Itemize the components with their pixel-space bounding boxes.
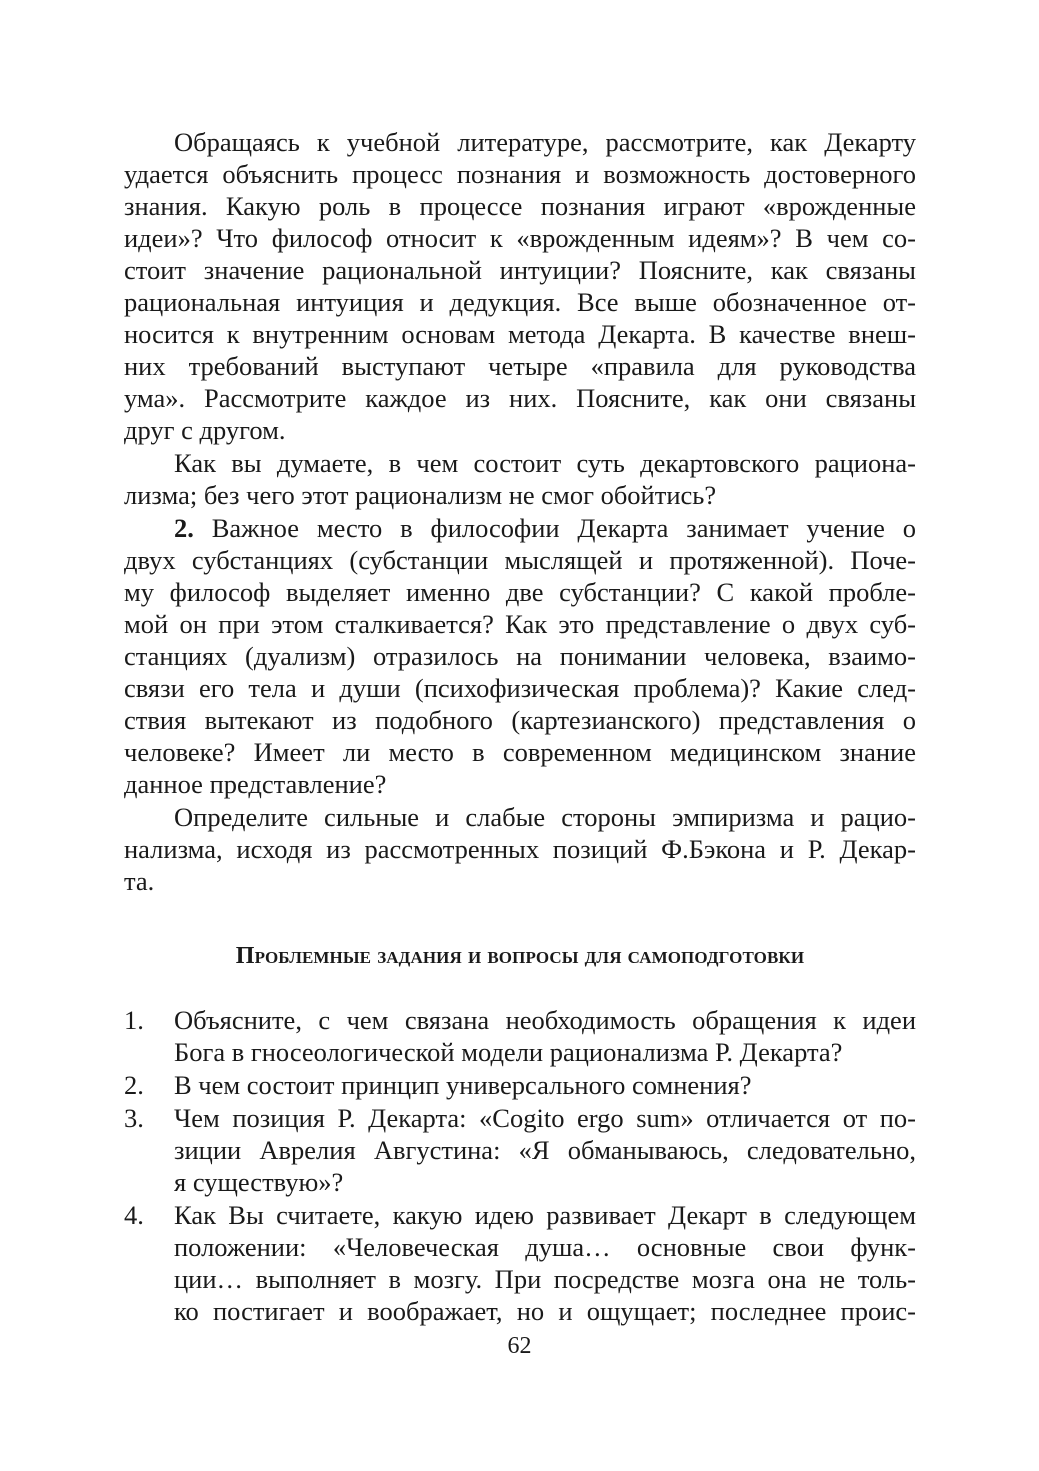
paragraph-line: ума». Рассмотрите каждое из них. Поясните, как они связаны xyxy=(124,383,916,413)
paragraph-line: знания. Какую роль в процессе познания играют «врожденные xyxy=(124,191,916,221)
paragraph-line: друг с другом. xyxy=(124,415,286,445)
paragraph-line: стоит значение рациональной интуиции? Поясните, как связаны xyxy=(124,255,916,285)
paragraph-line: носится к внутренним основам метода Декарта. В качестве внеш- xyxy=(124,319,916,349)
paragraph-1 xyxy=(124,126,916,446)
list-item xyxy=(124,1102,916,1198)
list-item-line: Объясните, с чем связана необходимость обращения к идеи xyxy=(174,1005,916,1035)
list-item-line: В чем состоит принцип универсального сомнения? xyxy=(174,1070,752,1100)
list-item-line: Бога в гносеологической модели рационализма Р. Декарта? xyxy=(174,1037,843,1067)
list-item-number: 2. xyxy=(124,1070,144,1100)
paragraph-2 xyxy=(124,447,916,511)
list-item-line: я существую»? xyxy=(174,1167,344,1197)
paragraph-line: них требований выступают четыре «правила для руководства xyxy=(124,351,916,381)
list-item xyxy=(124,1199,916,1327)
paragraph-line: Обращаясь к учебной литературе, рассмотрите, как Декарту xyxy=(174,127,916,157)
questions-list xyxy=(124,1004,916,1327)
paragraph-number: 2. xyxy=(174,513,194,543)
list-item-line: зиции Аврелия Августина: «Я обманываюсь, следовательно, xyxy=(174,1135,916,1165)
paragraph-line xyxy=(124,512,916,544)
page-number: 62 xyxy=(507,1333,532,1359)
section-heading: Проблемные задания и вопросы для самоподготовки xyxy=(235,943,805,969)
paragraph-line: связи его тела и души (психофизическая проблема)? Какие след- xyxy=(124,673,916,703)
list-item-number: 3. xyxy=(124,1103,144,1133)
paragraph-line: му философ выделяет именно две субстанции? С какой пробле- xyxy=(124,577,916,607)
paragraph-line: лизма; без чего этот рационализм не смог обойтись? xyxy=(124,480,717,510)
list-item xyxy=(124,1069,916,1101)
paragraph-line: станциях (дуализм) отразилось на понимании человека, взаимо- xyxy=(124,641,916,671)
paragraph-line: данное представление? xyxy=(124,769,387,799)
paragraph-line: мой он при этом сталкивается? Как это представление о двух суб- xyxy=(124,609,916,639)
list-item-line: ко постигает и воображает, но и ощущает; последнее проис- xyxy=(174,1296,916,1326)
paragraph-line: рациональная интуиция и дедукция. Все выше обозначенное от- xyxy=(124,287,916,317)
paragraph-line: та. xyxy=(124,866,155,896)
list-item-line: Чем позиция Р. Декарта: «Cogito ergo sum» отличается от по- xyxy=(174,1103,916,1133)
paragraph-3 xyxy=(124,512,916,800)
list-item-line: Как Вы считаете, какую идею развивает Декарт в следующем xyxy=(174,1200,916,1230)
paragraph-line: человеке? Имеет ли место в современном медицинском знание xyxy=(124,737,916,767)
paragraph-line: идеи»? Что философ относит к «врожденным идеям»? В чем со- xyxy=(124,223,916,253)
paragraph-4 xyxy=(124,801,916,897)
paragraph-line: удается объяснить процесс познания и возможность достоверного xyxy=(124,159,916,189)
list-item-number: 4. xyxy=(124,1200,144,1230)
body-text xyxy=(124,126,916,897)
paragraph-line-text: Важное место в философии Декарта занимает учение о xyxy=(193,513,916,543)
paragraph-line: Как вы думаете, в чем состоит суть декартовского рациона- xyxy=(174,448,916,478)
list-item-line: положении: «Человеческая душа… основные свои функ- xyxy=(174,1232,916,1262)
paragraph-line: ствия вытекают из подобного (картезианского) представления о xyxy=(124,705,916,735)
paragraph-line: нализма, исходя из рассмотренных позиций Ф.Бэкона и Р. Декар- xyxy=(124,834,916,864)
paragraph-line: двух субстанциях (субстанции мыслящей и протяженной). Поче- xyxy=(124,545,916,575)
paragraph-line: Определите сильные и слабые стороны эмпиризма и рацио- xyxy=(174,802,916,832)
list-item-line: ции… выполняет в мозгу. При посредстве мозга она не толь- xyxy=(174,1264,916,1294)
list-item xyxy=(124,1004,916,1068)
list-item-number: 1. xyxy=(124,1005,144,1035)
